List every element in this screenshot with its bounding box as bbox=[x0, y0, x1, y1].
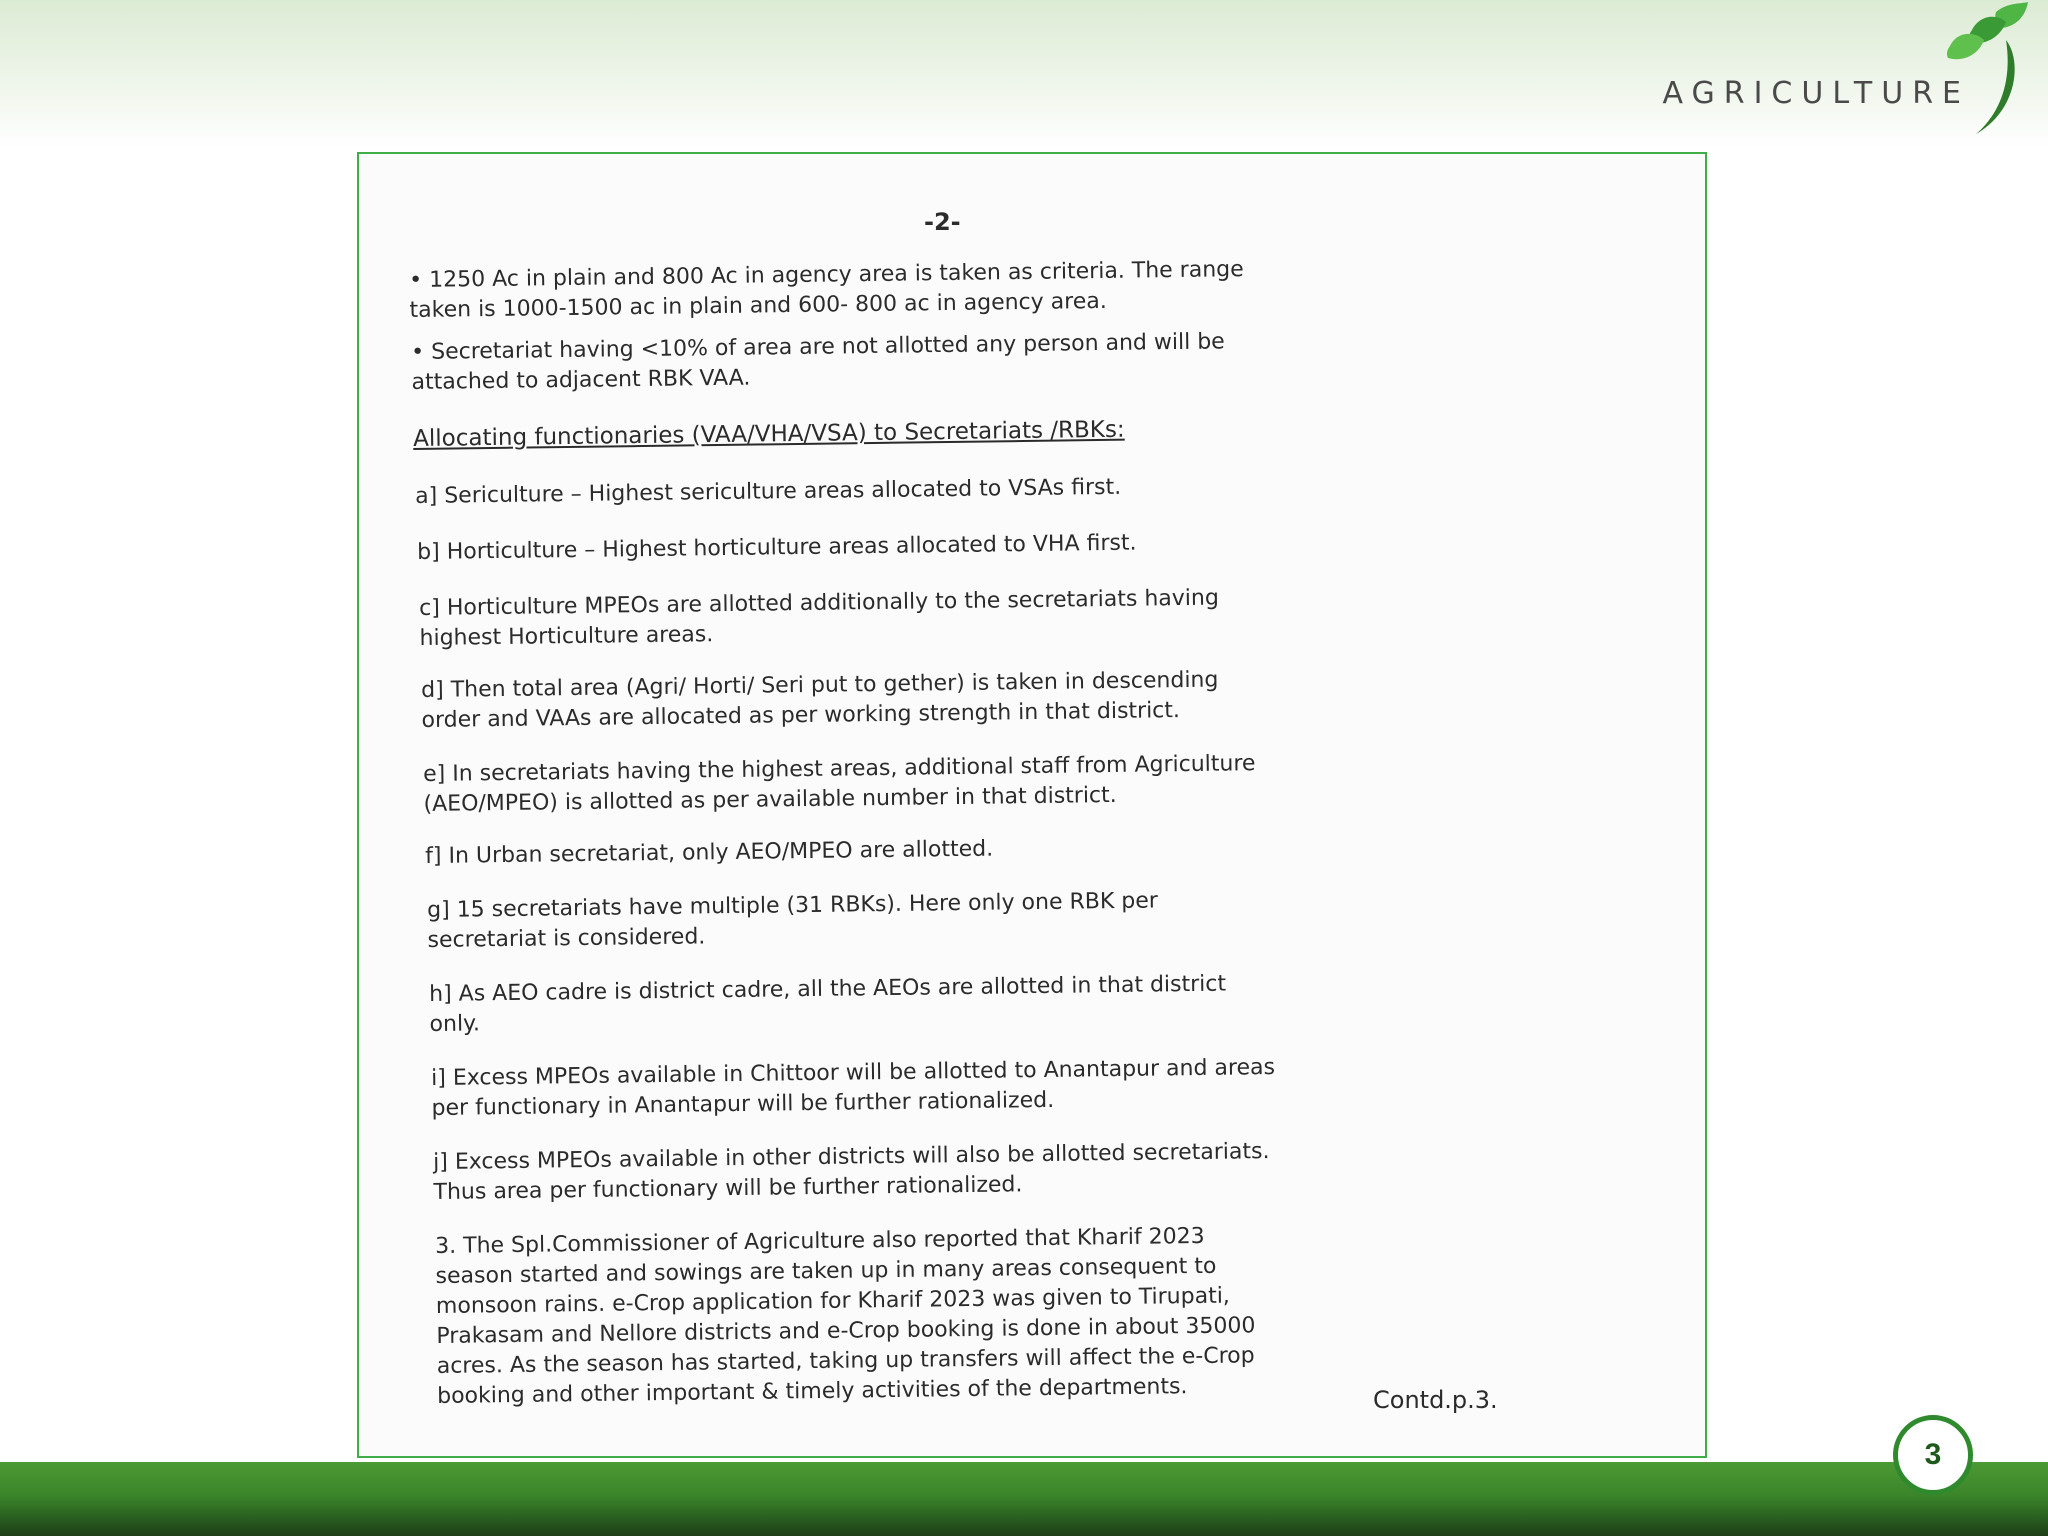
list-item-b: b] Horticulture – Highest horticulture areas allocated to VHA first. bbox=[417, 530, 1137, 565]
bullet-secretariat: • Secretariat having <10% of area are not allotted any person and will be attached to adjacent RBK VAA. bbox=[411, 329, 1225, 395]
list-item-e: e] In secretariats having the highest areas, additional staff from Agriculture (AEO/MPEO) is allotted as per available number in that district. bbox=[423, 751, 1256, 817]
brand-name: AGRICULTURE bbox=[1662, 76, 1970, 111]
list-item-i: i] Excess MPEOs available in Chittoor will be allotted to Anantapur and areas per functionary in Anantapur will be further rationalized. bbox=[431, 1054, 1276, 1121]
slide-number-badge: 3 bbox=[1893, 1415, 1973, 1495]
bullet-criteria: • 1250 Ac in plain and 800 Ac in agency area is taken as criteria. The range taken is 1000-1500 ac in plain and 600- 800 ac in agency area. bbox=[409, 257, 1244, 323]
list-item-j: j] Excess MPEOs available in other districts will also be allotted secretariats. Thus area per functionary will be further rationalized. bbox=[433, 1139, 1270, 1205]
continued-note: Contd.p.3. bbox=[1373, 1386, 1498, 1414]
list-item-a: a] Sericulture – Highest sericulture areas allocated to VSAs first. bbox=[415, 474, 1122, 509]
list-item-d: d] Then total area (Agri/ Horti/ Seri put to gether) is taken in descending order and VAAs are allocated as per working strength in that district. bbox=[421, 667, 1219, 733]
section-heading: Allocating functionaries (VAA/VHA/VSA) to Secretariats /RBKs: bbox=[413, 416, 1125, 452]
list-item-h: h] As AEO cadre is district cadre, all the AEOs are allotted in that district only. bbox=[429, 971, 1227, 1037]
leaves-logo-icon bbox=[1910, 0, 2030, 140]
brand-logo bbox=[1630, 0, 2030, 140]
scanned-document-frame bbox=[357, 152, 1707, 1458]
footer-band bbox=[0, 1462, 2048, 1536]
list-item-g: g] 15 secretariats have multiple (31 RBKs). Here only one RBK per secretariat is considered. bbox=[427, 888, 1159, 953]
paragraph-three: 3. The Spl.Commissioner of Agriculture also reported that Kharif 2023 season started and sowings are taken up in many areas consequent to monsoon rains. e-Crop application for Kharif 2023 was given to Tirupati, Prakasam and Nellore districts and e-Crop booking is done in about 35000 acres. As the season has started, taking up transfers will affect the e-Crop booking and other important & timely activities of the departments. bbox=[435, 1223, 1256, 1409]
page-marker: -2- bbox=[924, 208, 961, 236]
scanned-document-page bbox=[359, 154, 1705, 1456]
list-item-f: f] In Urban secretariat, only AEO/MPEO are allotted. bbox=[425, 836, 994, 869]
list-item-c: c] Horticulture MPEOs are allotted additionally to the secretariats having highest Horticulture areas. bbox=[419, 585, 1220, 651]
